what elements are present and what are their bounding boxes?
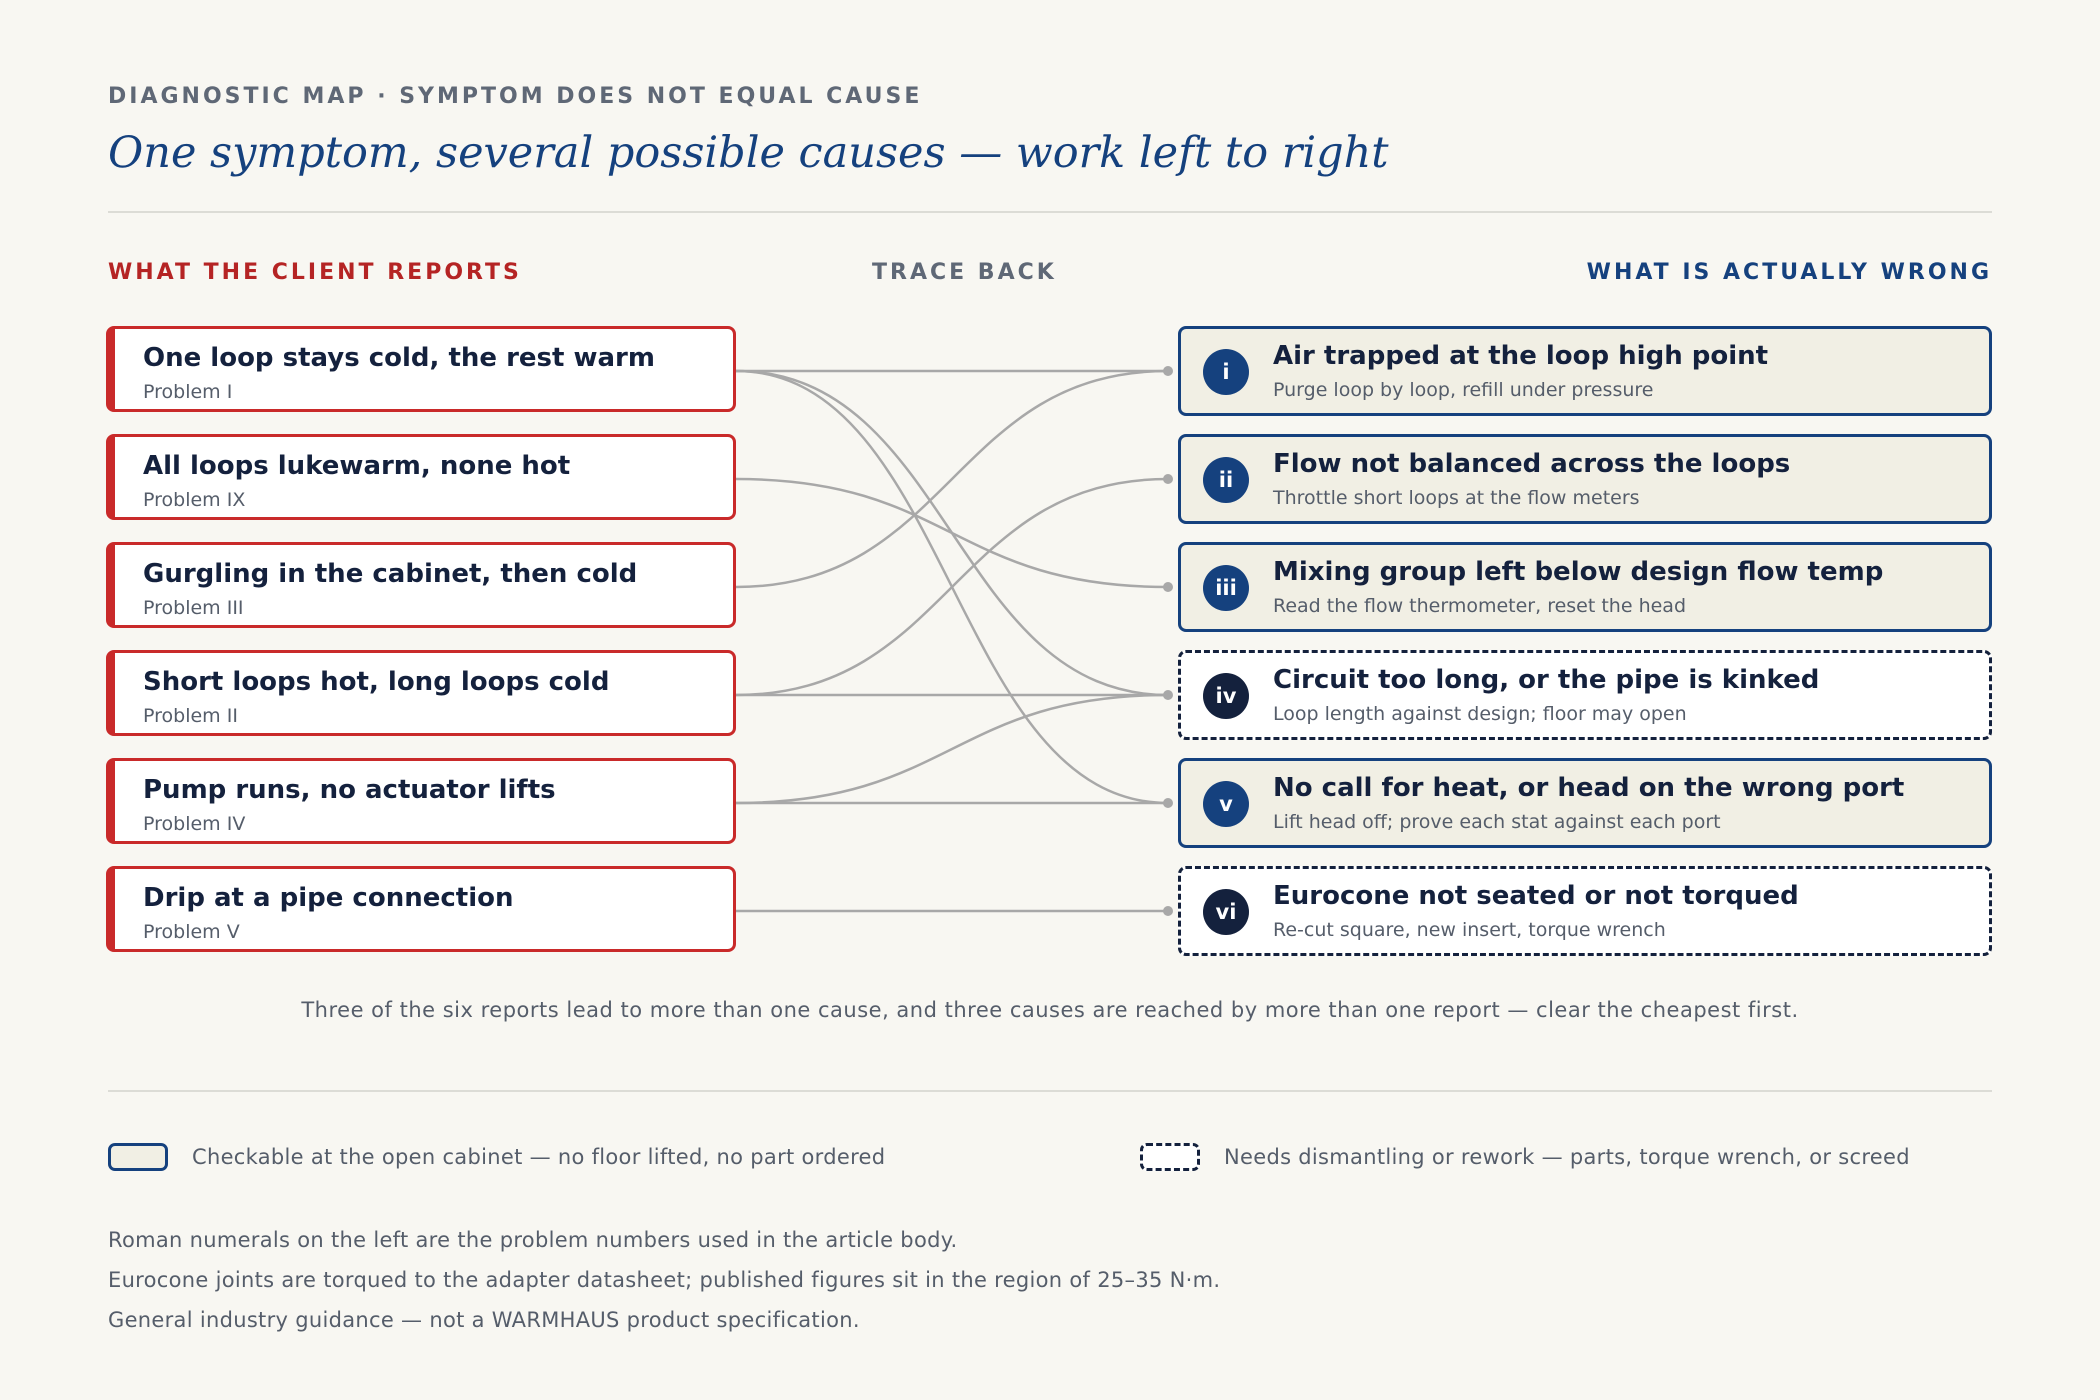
trace-link (736, 371, 1168, 587)
cause-remedy: Loop length against design; floor may open (1273, 703, 1687, 725)
report-label: Pump runs, no actuator lifts (143, 775, 556, 805)
cause-remedy: Throttle short loops at the flow meters (1273, 487, 1640, 509)
diagram-title: One symptom, several possible causes — work left to right (108, 128, 1389, 178)
report-label: All loops lukewarm, none hot (143, 451, 571, 481)
report-card (106, 434, 736, 520)
legend-swatch-dashed (1140, 1143, 1200, 1171)
trace-link (736, 479, 1168, 695)
report-problem-number: Problem I (143, 381, 233, 403)
cause-card (1178, 758, 1992, 848)
report-card (106, 326, 736, 412)
legend-divider (108, 1090, 1992, 1092)
link-endpoint-dot (1163, 798, 1173, 808)
trace-link (736, 479, 1168, 587)
cause-card (1178, 434, 1992, 524)
link-endpoint-dot (1163, 582, 1173, 592)
diagram-eyebrow: DIAGNOSTIC MAP · SYMPTOM DOES NOT EQUAL CAUSE (108, 84, 923, 109)
cause-label: Mixing group left below design flow temp (1273, 557, 1884, 587)
footnote: Roman numerals on the left are the problem numbers used in the article body. (108, 1228, 958, 1252)
legend-text-solid: Checkable at the open cabinet — no floor lifted, no part ordered (192, 1145, 886, 1169)
cause-label: No call for heat, or head on the wrong port (1273, 773, 1905, 803)
column-heading-trace: TRACE BACK (872, 260, 1057, 285)
report-problem-number: Problem IX (143, 489, 246, 511)
column-heading-reports: WHAT THE CLIENT REPORTS (108, 260, 522, 285)
cause-card (1178, 326, 1992, 416)
link-endpoint-dot (1163, 474, 1173, 484)
legend-swatch-solid (108, 1143, 168, 1171)
report-label: One loop stays cold, the rest warm (143, 343, 655, 373)
summary-note: Three of the six reports lead to more than one cause, and three causes are reached by more than one report — clear the cheapest first. (301, 998, 1799, 1022)
cause-numeral-badge: ii (1203, 457, 1249, 503)
report-label: Short loops hot, long loops cold (143, 667, 610, 697)
footnote: Eurocone joints are torqued to the adapter datasheet; published figures sit in the region of 25–35 N·m. (108, 1268, 1221, 1292)
report-problem-number: Problem IV (143, 813, 246, 835)
cause-card (1178, 866, 1992, 956)
cause-card (1178, 542, 1992, 632)
link-endpoint-dot (1163, 690, 1173, 700)
cause-remedy: Re-cut square, new insert, torque wrench (1273, 919, 1666, 941)
report-problem-number: Problem II (143, 705, 238, 727)
cause-label: Air trapped at the loop high point (1273, 341, 1769, 371)
report-card (106, 542, 736, 628)
legend-text-dashed: Needs dismantling or rework — parts, torque wrench, or screed (1224, 1145, 1910, 1169)
report-problem-number: Problem V (143, 921, 240, 943)
cause-label: Eurocone not seated or not torqued (1273, 881, 1799, 911)
cause-numeral-badge: iv (1203, 673, 1249, 719)
link-endpoint-dot (1163, 906, 1173, 916)
report-problem-number: Problem III (143, 597, 244, 619)
cause-label: Flow not balanced across the loops (1273, 449, 1791, 479)
cause-remedy: Purge loop by loop, refill under pressure (1273, 379, 1654, 401)
cause-numeral-badge: v (1203, 781, 1249, 827)
report-label: Gurgling in the cabinet, then cold (143, 559, 638, 589)
column-heading-causes: WHAT IS ACTUALLY WRONG (1586, 260, 1992, 285)
cause-numeral-badge: i (1203, 349, 1249, 395)
cause-remedy: Lift head off; prove each stat against each port (1273, 811, 1721, 833)
report-card (106, 866, 736, 952)
cause-remedy: Read the flow thermometer, reset the head (1273, 595, 1687, 617)
cause-numeral-badge: vi (1203, 889, 1249, 935)
cause-card (1178, 650, 1992, 740)
report-label: Drip at a pipe connection (143, 883, 514, 913)
cause-label: Circuit too long, or the pipe is kinked (1273, 665, 1820, 695)
link-endpoint-dot (1163, 366, 1173, 376)
footnote: General industry guidance — not a WARMHAUS product specification. (108, 1308, 860, 1332)
cause-numeral-badge: iii (1203, 565, 1249, 611)
report-card (106, 758, 736, 844)
report-card (106, 650, 736, 736)
